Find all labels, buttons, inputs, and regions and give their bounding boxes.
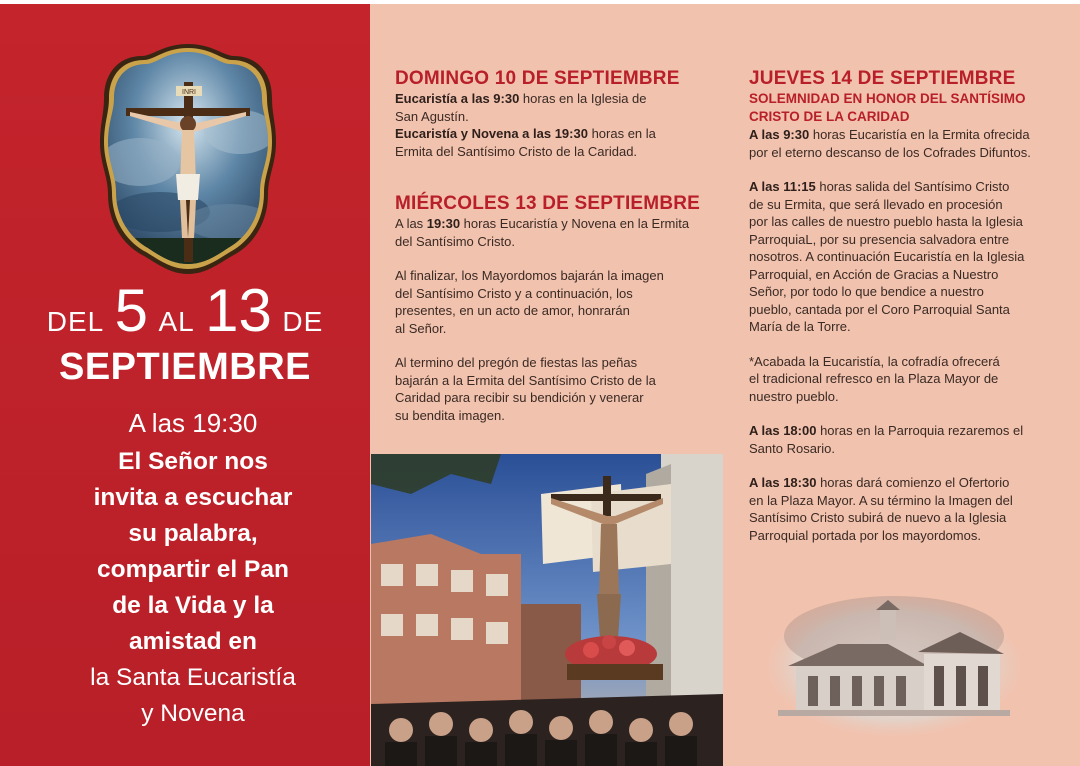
message-line: la Santa Eucaristía — [90, 664, 296, 691]
domingo-paragraph-1: Eucaristía a las 9:30 horas en la Iglesia de San Agustín. — [395, 91, 647, 124]
month-title: SEPTIEMBRE — [58, 346, 312, 388]
message-line: El Señor nos — [118, 448, 268, 475]
message-line: su palabra, — [128, 520, 258, 547]
inri-label: INRI — [182, 89, 196, 96]
time-label: A las 19:30 — [128, 408, 258, 438]
date-del: DEL — [46, 306, 105, 337]
message-line: y Novena — [141, 700, 245, 727]
message-line: invita a escuchar — [93, 484, 293, 511]
jueves-paragraph-2: A las 11:15 horas salida del Santísimo Cristo de su Ermita, que será llevado en procesión por las calles de nuestro pueblo hasta la Iglesia ParroquiaL, por su presencia salvadora entre nosotros. A continuación Eucaristía en la Iglesia Parroquial, en Acción de Gracias a Nuestro Señor, por todo lo que bendice a nuestro pueblo, cantada por el Coro Parroquial Santa María de la Torre. — [749, 179, 1025, 334]
miercoles-title: MIÉRCOLES 13 DE SEPTIEMBRE — [395, 193, 701, 214]
date-de: DE — [282, 306, 324, 337]
middle-column — [395, 68, 715, 424]
miercoles-paragraph-3: Al termino del pregón de fiestas las peñas bajarán a la Ermita del Santísimo Cristo de la Caridad para recibir su bendición y venerar su bendita imagen. — [395, 355, 656, 423]
miercoles-paragraph-1: A las 19:30 horas Eucaristía y Novena en la Ermita del Santísimo Cristo. — [395, 216, 690, 249]
message-line: compartir el Pan — [97, 556, 289, 583]
crucifix-icon — [100, 42, 276, 274]
domingo-title: DOMINGO 10 DE SEPTIEMBRE — [395, 68, 680, 89]
jueves-subtitle-1: SOLEMNIDAD EN HONOR DEL SANTÍSIMO — [749, 91, 1026, 106]
jueves-paragraph-4: A las 18:00 horas en la Parroquia rezaremos el Santo Rosario. — [749, 423, 1024, 456]
miercoles-paragraph-2: Al finalizar, los Mayordomos bajarán la imagen del Santísimo Cristo y a continuación, los presentes, en un acto de amor, honrarán al Señor. — [395, 268, 664, 336]
jueves-paragraph-3: *Acabada la Eucaristía, la cofradía ofrecerá el tradicional refresco en la Plaza Mayor de nuestro pueblo. — [749, 353, 1000, 404]
procession-photo — [371, 454, 723, 766]
message-line: de la Vida y la — [112, 592, 274, 619]
domingo-paragraph-2: Eucaristía y Novena a las 19:30 horas en la Ermita del Santísimo Cristo de la Caridad. — [395, 126, 656, 159]
left-panel — [0, 4, 370, 766]
jueves-subtitle-2: CRISTO DE LA CARIDAD — [749, 109, 910, 124]
invitation-message — [40, 444, 346, 732]
date-range — [0, 276, 370, 345]
date-al: AL — [158, 306, 195, 337]
date-start: 5 — [114, 277, 149, 344]
jueves-paragraph-5: A las 18:30 horas dará comienzo el Ofertorio en la Plaza Mayor. A su término la Imagen del Santísimo Cristo subirá de nuevo a la Iglesia Parroquial portada por los mayordomos. — [749, 475, 1013, 543]
jueves-title: JUEVES 14 DE SEPTIEMBRE — [749, 68, 1016, 89]
hermitage-illustration — [768, 596, 1020, 736]
date-end: 13 — [205, 277, 272, 344]
message-line: amistad en — [129, 628, 257, 655]
right-column — [749, 68, 1059, 544]
jueves-paragraph-1: A las 9:30 horas Eucaristía en la Ermita ofrecida por el eterno descanso de los Cofrades Difuntos. — [749, 127, 1031, 160]
